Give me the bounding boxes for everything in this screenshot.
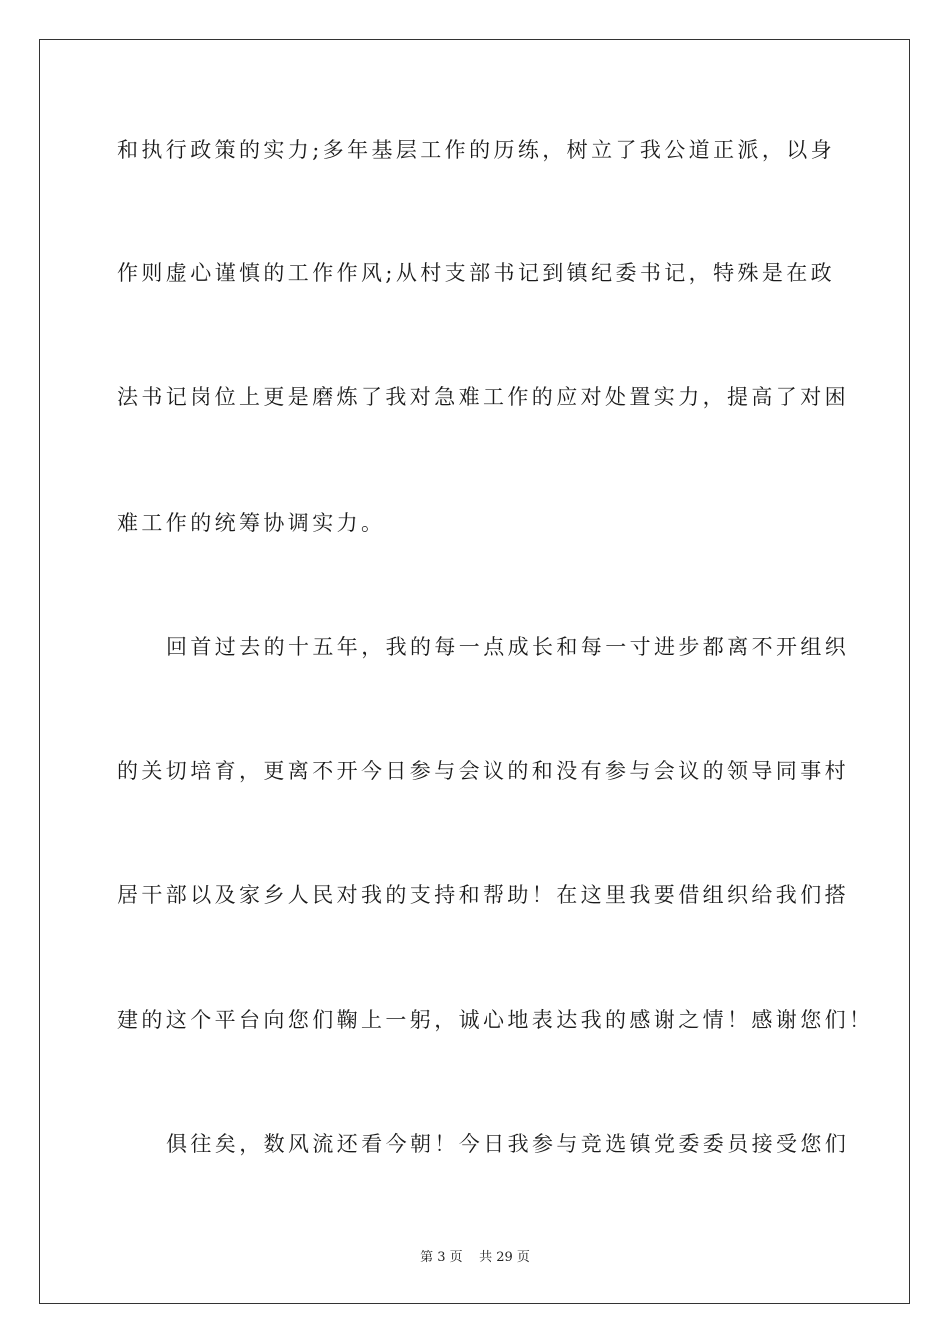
page-border <box>39 39 910 1304</box>
text-line-4: 难工作的统筹协调实力。 <box>117 511 386 535</box>
text-line-5: 回首过去的十五年，我的每一点成长和每一寸进步都离不开组织 <box>166 635 850 659</box>
page-footer: 第 3 页 共 29 页 <box>420 1250 530 1265</box>
text-line-2: 作则虚心谨慎的工作作风;从村支部书记到镇纪委书记，特殊是在政 <box>117 261 836 285</box>
text-line-3: 法书记岗位上更是磨炼了我对急难工作的应对处置实力，提高了对困 <box>117 385 849 409</box>
text-line-9: 俱往矣，数风流还看今朝！今日我参与竞选镇党委委员接受您们 <box>166 1132 850 1156</box>
text-line-7: 居干部以及家乡人民对我的支持和帮助！在这里我要借组织给我们搭 <box>117 883 849 907</box>
text-line-8: 建的这个平台向您们鞠上一躬，诚心地表达我的感谢之情！感谢您们！ <box>117 1008 874 1032</box>
text-line-1: 和执行政策的实力;多年基层工作的历练，树立了我公道正派，以身 <box>117 138 836 162</box>
text-line-6: 的关切培育，更离不开今日参与会议的和没有参与会议的领导同事村 <box>117 759 849 783</box>
